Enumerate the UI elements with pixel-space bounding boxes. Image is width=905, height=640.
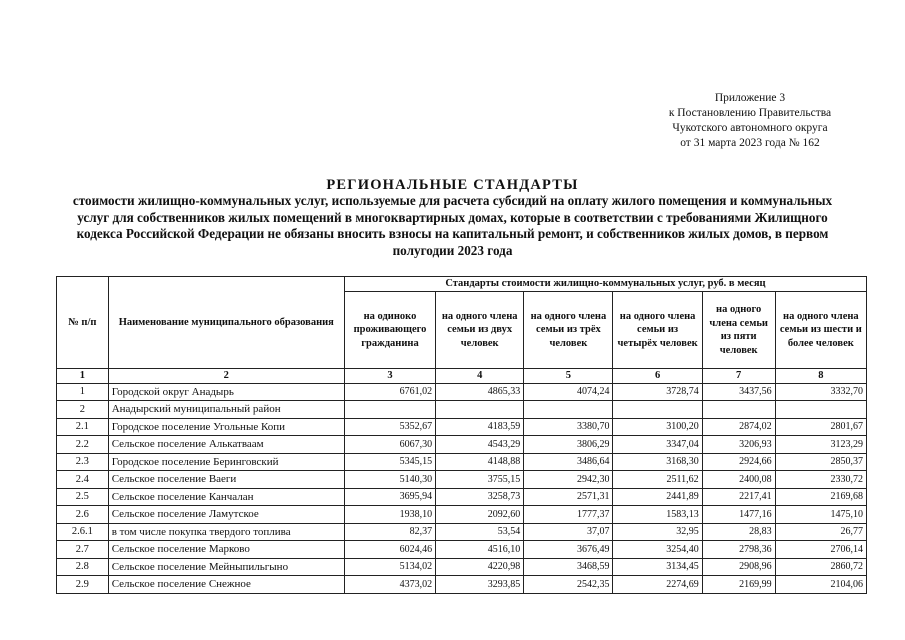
standard-value: 5134,02 [344, 558, 435, 576]
header-household-size: на одного члена семьи из четырёх человек [613, 292, 702, 369]
row-number: 2.4 [57, 471, 109, 489]
standard-value: 2874,02 [702, 418, 775, 436]
municipality-name: Сельское поселение Снежное [108, 576, 344, 594]
standard-value: 2104,06 [775, 576, 866, 594]
header-household-size: на одного члена семьи из двух человек [436, 292, 524, 369]
standard-value: 3168,30 [613, 453, 702, 471]
row-number: 2.5 [57, 488, 109, 506]
row-number: 2.1 [57, 418, 109, 436]
column-number: 7 [702, 369, 775, 384]
standard-value: 82,37 [344, 523, 435, 541]
standard-value: 3437,56 [702, 383, 775, 401]
table-row [57, 471, 867, 489]
document-subtitle: стоимости жилищно-коммунальных услуг, используемые для расчета субсидий на оплату жилого помещения и коммунальных услуг для собственников жилых помещений в многоквартирных домах, которые в соответствии с требованиями Жилищного кодекса Российской Федерации не обязаны вносить взносы на капитальный ремонт, и собственников жилых домов, в первом полугодии 2023 года [72, 193, 833, 258]
header-municipality: Наименование муниципального образования [108, 277, 344, 369]
standard-value: 53,54 [436, 523, 524, 541]
standard-value: 1938,10 [344, 506, 435, 524]
standard-value: 5140,30 [344, 471, 435, 489]
standard-value: 6761,02 [344, 383, 435, 401]
row-number: 1 [57, 383, 109, 401]
standard-value: 3123,29 [775, 436, 866, 454]
standard-value: 6024,46 [344, 541, 435, 559]
standard-value: 2860,72 [775, 558, 866, 576]
standard-value: 4074,24 [524, 383, 613, 401]
standard-value: 5345,15 [344, 453, 435, 471]
row-number: 2.9 [57, 576, 109, 594]
standard-value: 6067,30 [344, 436, 435, 454]
standard-value: 4183,59 [436, 418, 524, 436]
table-row [57, 506, 867, 524]
appendix-line: Чукотского автономного округа [672, 122, 828, 134]
standard-value: 3755,15 [436, 471, 524, 489]
table-row [57, 436, 867, 454]
standard-value: 2092,60 [436, 506, 524, 524]
standard-value [344, 401, 435, 419]
standard-value: 3254,40 [613, 541, 702, 559]
standard-value: 3258,73 [436, 488, 524, 506]
municipality-name: Сельское поселение Мейныпильгыно [108, 558, 344, 576]
row-number: 2.7 [57, 541, 109, 559]
standard-value [775, 401, 866, 419]
table-row [57, 383, 867, 401]
municipality-name: Сельское поселение Ламутское [108, 506, 344, 524]
header-household-size: на одного члена семьи из трёх человек [524, 292, 613, 369]
column-number: 4 [436, 369, 524, 384]
standard-value: 3695,94 [344, 488, 435, 506]
row-number: 2.6 [57, 506, 109, 524]
header-group: Стандарты стоимости жилищно-коммунальных услуг, руб. в месяц [344, 277, 866, 292]
standard-value: 3676,49 [524, 541, 613, 559]
column-number: 1 [57, 369, 109, 384]
standard-value: 1583,13 [613, 506, 702, 524]
standard-value: 2798,36 [702, 541, 775, 559]
appendix-block [630, 91, 870, 151]
municipality-name: Сельское поселение Ваеги [108, 471, 344, 489]
standard-value: 3134,45 [613, 558, 702, 576]
standard-value: 4543,29 [436, 436, 524, 454]
standards-table [56, 276, 867, 594]
standard-value: 1475,10 [775, 506, 866, 524]
standard-value: 2571,31 [524, 488, 613, 506]
municipality-name: Сельское поселение Алькатваам [108, 436, 344, 454]
table-row [57, 541, 867, 559]
standard-value: 2801,67 [775, 418, 866, 436]
standard-value: 3100,20 [613, 418, 702, 436]
standard-value: 2706,14 [775, 541, 866, 559]
header-number: № п/п [57, 277, 109, 369]
table-row [57, 418, 867, 436]
municipality-name: Городской округ Анадырь [108, 383, 344, 401]
column-number: 2 [108, 369, 344, 384]
table-row [57, 401, 867, 419]
standard-value: 4516,10 [436, 541, 524, 559]
table-row [57, 576, 867, 594]
appendix-line: к Постановлению Правительства [668, 107, 832, 119]
row-number: 2.3 [57, 453, 109, 471]
standard-value: 26,77 [775, 523, 866, 541]
standard-value: 28,83 [702, 523, 775, 541]
standard-value: 2942,30 [524, 471, 613, 489]
standard-value: 2441,89 [613, 488, 702, 506]
standard-value: 3332,70 [775, 383, 866, 401]
municipality-name: Сельское поселение Марково [108, 541, 344, 559]
standard-value: 2330,72 [775, 471, 866, 489]
municipality-name: Городское поселение Беринговский [108, 453, 344, 471]
municipality-name: Анадырский муниципальный район [108, 401, 344, 419]
standard-value: 4373,02 [344, 576, 435, 594]
column-number: 6 [613, 369, 702, 384]
standard-value: 2274,69 [613, 576, 702, 594]
standard-value: 2542,35 [524, 576, 613, 594]
standard-value: 3293,85 [436, 576, 524, 594]
standard-value: 4220,98 [436, 558, 524, 576]
standard-value: 32,95 [613, 523, 702, 541]
row-number: 2.6.1 [57, 523, 109, 541]
table-row [57, 523, 867, 541]
column-number: 5 [524, 369, 613, 384]
standard-value: 3468,59 [524, 558, 613, 576]
standard-value [436, 401, 524, 419]
row-number: 2.2 [57, 436, 109, 454]
municipality-name: Сельское поселение Канчалан [108, 488, 344, 506]
standard-value: 2400,08 [702, 471, 775, 489]
standard-value: 3728,74 [613, 383, 702, 401]
standard-value: 4148,88 [436, 453, 524, 471]
header-household-size: на одного члена семьи из пяти человек [702, 292, 775, 369]
standard-value: 1477,16 [702, 506, 775, 524]
row-number: 2.8 [57, 558, 109, 576]
table-row [57, 453, 867, 471]
standard-value: 3486,64 [524, 453, 613, 471]
column-number: 3 [344, 369, 435, 384]
table-row [57, 558, 867, 576]
standard-value: 2217,41 [702, 488, 775, 506]
document-title: РЕГИОНАЛЬНЫЕ СТАНДАРТЫ [326, 177, 579, 193]
standard-value [613, 401, 702, 419]
standard-value: 2924,66 [702, 453, 775, 471]
header-household-size: на одиноко проживающего гражданина [344, 292, 435, 369]
standard-value: 3206,93 [702, 436, 775, 454]
standard-value: 3380,70 [524, 418, 613, 436]
standard-value [524, 401, 613, 419]
standard-value: 2908,96 [702, 558, 775, 576]
standard-value: 2850,37 [775, 453, 866, 471]
standard-value: 4865,33 [436, 383, 524, 401]
municipality-name: в том числе покупка твердого топлива [108, 523, 344, 541]
standard-value: 1777,37 [524, 506, 613, 524]
standard-value: 2511,62 [613, 471, 702, 489]
standard-value [702, 401, 775, 419]
row-number: 2 [57, 401, 109, 419]
standard-value: 2169,68 [775, 488, 866, 506]
standard-value: 5352,67 [344, 418, 435, 436]
standard-value: 3347,04 [613, 436, 702, 454]
appendix-line: от 31 марта 2023 года № 162 [680, 137, 820, 149]
header-household-size: на одного члена семьи из шести и более человек [775, 292, 866, 369]
appendix-line: Приложение 3 [714, 92, 786, 104]
standard-value: 37,07 [524, 523, 613, 541]
standard-value: 2169,99 [702, 576, 775, 594]
table-row [57, 488, 867, 506]
column-number: 8 [775, 369, 866, 384]
municipality-name: Городское поселение Угольные Копи [108, 418, 344, 436]
standard-value: 3806,29 [524, 436, 613, 454]
